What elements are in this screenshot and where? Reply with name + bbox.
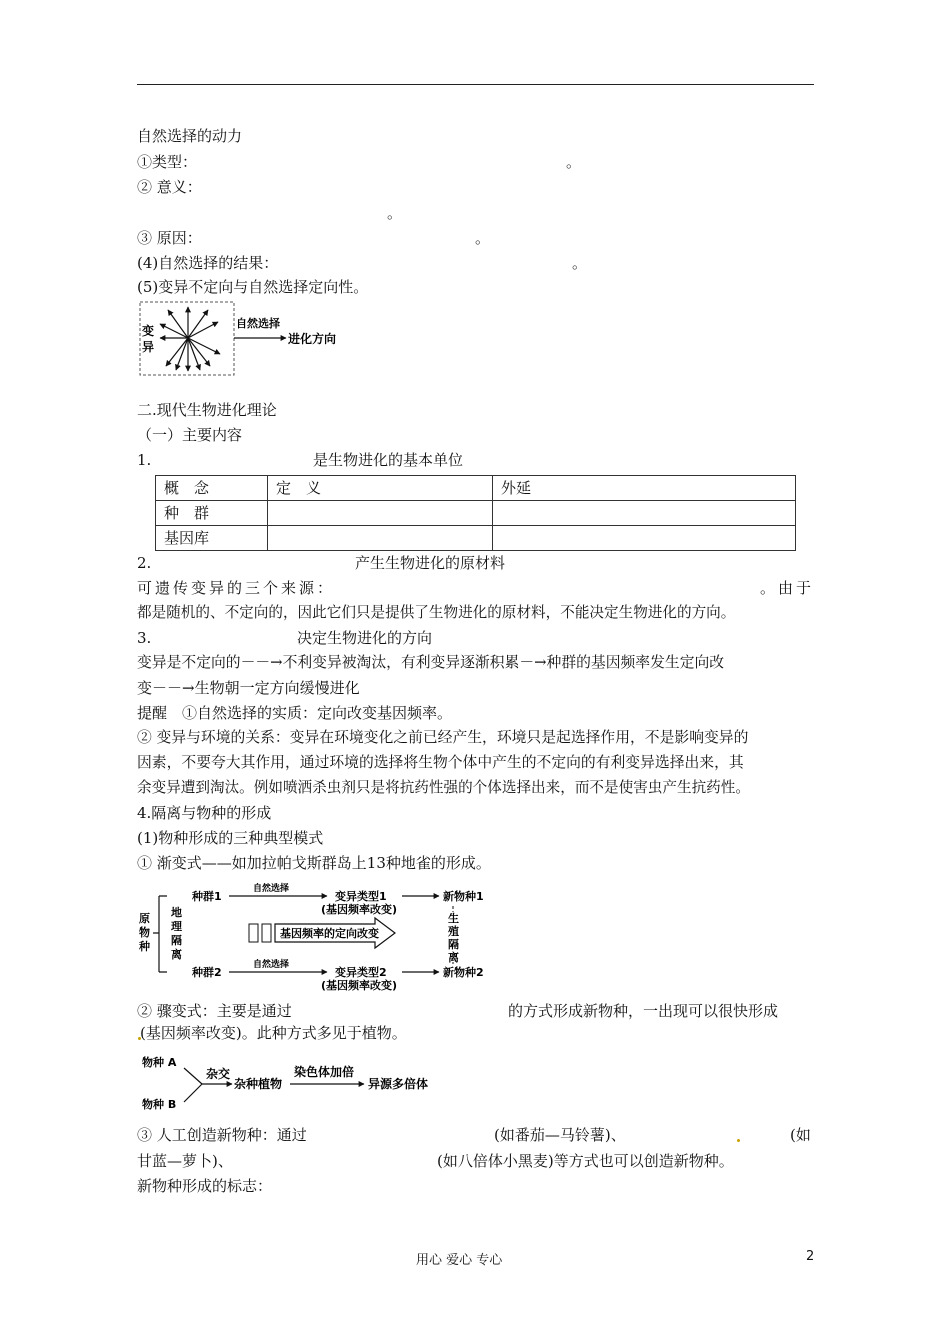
variant-type-2: 变异类型2 xyxy=(335,966,387,979)
table-cell xyxy=(493,501,796,526)
reminder-relation-3: 余变异遭到淘汰。例如喷洒杀虫剂只是将抗药性强的个体选择出来，而不是使害虫产生抗药性。 xyxy=(137,779,750,796)
random-variation-text: 都是随机的、不定向的，因此它们只是提供了生物进化的原材料，不能决定生物进化的方向。 xyxy=(137,604,736,621)
reminder-essence: 提醒 ①自然选择的实质：定向改变基因频率。 xyxy=(137,704,453,722)
fig1-selection-label: 自然选择 xyxy=(236,317,280,330)
header-rule xyxy=(137,84,814,85)
evolution-flow-line2: 变－－→生物朝一定方向缓慢进化 xyxy=(137,679,360,697)
repro-char: 离 xyxy=(448,951,459,964)
artificial-mode-d: 甘蓝—萝卜)、 xyxy=(137,1152,233,1170)
period: 。 xyxy=(475,229,491,247)
geo-char: 隔 xyxy=(171,934,182,947)
footer-motto: 用心 爱心 专心 xyxy=(416,1253,503,1268)
species-a: 物种 A xyxy=(142,1056,177,1069)
gradual-speciation-diagram xyxy=(137,880,497,998)
geo-char: 离 xyxy=(171,948,182,961)
evolution-flow-line1: 变异是不定向的－－→不利变异被淘汰，有利变异逐渐积累－→种群的基因频率发生定向改 xyxy=(137,654,725,671)
item-cause-label: ③ 原因： xyxy=(137,229,202,247)
abrupt-mode-note: (基因频率改变)。此种方式多见于植物。 xyxy=(140,1024,407,1042)
variant-type-1: 变异类型1 xyxy=(335,890,387,903)
artificial-mode-e: (如八倍体小黑麦)等方式也可以创造新物种。 xyxy=(437,1152,734,1170)
item-result-label: (4)自然选择的结果： xyxy=(137,254,279,272)
table-header: 外延 xyxy=(493,476,796,501)
fig1-left-label: 变 xyxy=(142,324,155,338)
repro-char: 殖 xyxy=(448,925,459,938)
origin-char: 种 xyxy=(139,940,150,953)
doubling-label: 染色体加倍 xyxy=(294,1065,355,1079)
artificial-mode-a: ③ 人工创造新物种：通过 xyxy=(137,1126,307,1144)
table-header: 定 义 xyxy=(268,476,493,501)
table-header: 概 念 xyxy=(156,476,268,501)
table-cell: 种 群 xyxy=(156,501,268,526)
species-b: 物种 B xyxy=(142,1098,177,1111)
table-cell xyxy=(268,526,493,551)
marker-dot xyxy=(737,1139,740,1142)
allopolyploid: 异源多倍体 xyxy=(368,1077,429,1091)
population-2: 种群2 xyxy=(192,966,222,979)
geo-char: 地 xyxy=(171,906,182,919)
table-cell xyxy=(268,501,493,526)
point-3-number: 3. xyxy=(137,629,152,647)
polyploidy-diagram xyxy=(140,1052,450,1114)
section-modern-evolution: 二.现代生物进化理论 xyxy=(137,401,277,419)
selection-2: 自然选择 xyxy=(253,960,290,970)
freq-change-2: (基因频率改变) xyxy=(321,979,398,992)
reminder-relation-2: 因素，不要夸大其作用，通过环境的选择将生物个体中产生的不定向的有利变异选择出来，其 xyxy=(137,754,744,771)
cross-label: 杂交 xyxy=(206,1067,231,1081)
origin-char: 原 xyxy=(139,912,150,925)
point-3-text: 决定生物进化的方向 xyxy=(297,629,433,647)
point-1-number: 1. xyxy=(137,451,152,469)
geo-char: 理 xyxy=(171,920,182,933)
item-type-label: ①类型： xyxy=(137,153,198,171)
period: 。 xyxy=(572,254,588,272)
abrupt-mode-b: 的方式形成新物种，一出现可以很快形成 xyxy=(508,1002,779,1020)
origin-char: 物 xyxy=(139,926,150,939)
page-number: 2 xyxy=(806,1249,815,1264)
artificial-mode-c: (如 xyxy=(790,1126,811,1144)
subsection-main-content: （一）主要内容 xyxy=(137,426,243,444)
directional-change-label: 基因频率的定向改变 xyxy=(280,927,379,940)
new-species-2: 新物种2 xyxy=(443,966,484,979)
point-2-text: 产生生物进化的原材料 xyxy=(355,554,506,572)
table-cell xyxy=(493,526,796,551)
point-4-isolation: 4.隔离与物种的形成 xyxy=(137,804,272,822)
reminder-relation-1: ② 变异与环境的关系：变异在环境变化之前已经产生，环境只是起选择作用，不是影响变异的 xyxy=(137,729,749,746)
point-2-number: 2. xyxy=(137,554,152,572)
heading-selection-force: 自然选择的动力 xyxy=(137,127,243,145)
repro-char: 隔 xyxy=(448,938,459,951)
fig1-direction-label: 进化方向 xyxy=(288,332,337,346)
freq-change-1: (基因频率改变) xyxy=(321,903,398,916)
repro-char: 生 xyxy=(448,912,459,925)
period: 。 xyxy=(566,153,582,171)
concept-table xyxy=(155,475,796,551)
item-meaning-label: ② 意义： xyxy=(137,178,202,196)
table-header-row xyxy=(156,476,796,501)
because-text: 。由于 xyxy=(760,579,815,597)
table-cell: 基因库 xyxy=(156,526,268,551)
point-1-text: 是生物进化的基本单位 xyxy=(313,451,464,469)
artificial-mode-b: (如番茄—马铃薯)、 xyxy=(494,1126,626,1144)
population-1: 种群1 xyxy=(192,890,222,903)
variation-sources-label: 可遗传变异的三个来源： xyxy=(137,579,336,597)
gradual-mode: ① 渐变式——如加拉帕戈斯群岛上13种地雀的形成。 xyxy=(137,854,491,872)
period: 。 xyxy=(387,204,403,222)
fig1-left-label2: 异 xyxy=(142,340,155,354)
abrupt-mode-a: ② 骤变式：主要是通过 xyxy=(137,1002,292,1020)
new-species-1: 新物种1 xyxy=(443,890,484,903)
variation-selection-diagram xyxy=(138,300,348,378)
table-row xyxy=(156,526,796,551)
speciation-sign: 新物种形成的标志： xyxy=(137,1177,273,1195)
selection-1: 自然选择 xyxy=(253,884,290,894)
speciation-modes-heading: (1)物种形成的三种典型模式 xyxy=(137,829,324,847)
table-row xyxy=(156,501,796,526)
item-variation-direction: (5)变异不定向与自然选择定向性。 xyxy=(137,278,369,296)
hybrid-plant: 杂种植物 xyxy=(234,1077,283,1091)
